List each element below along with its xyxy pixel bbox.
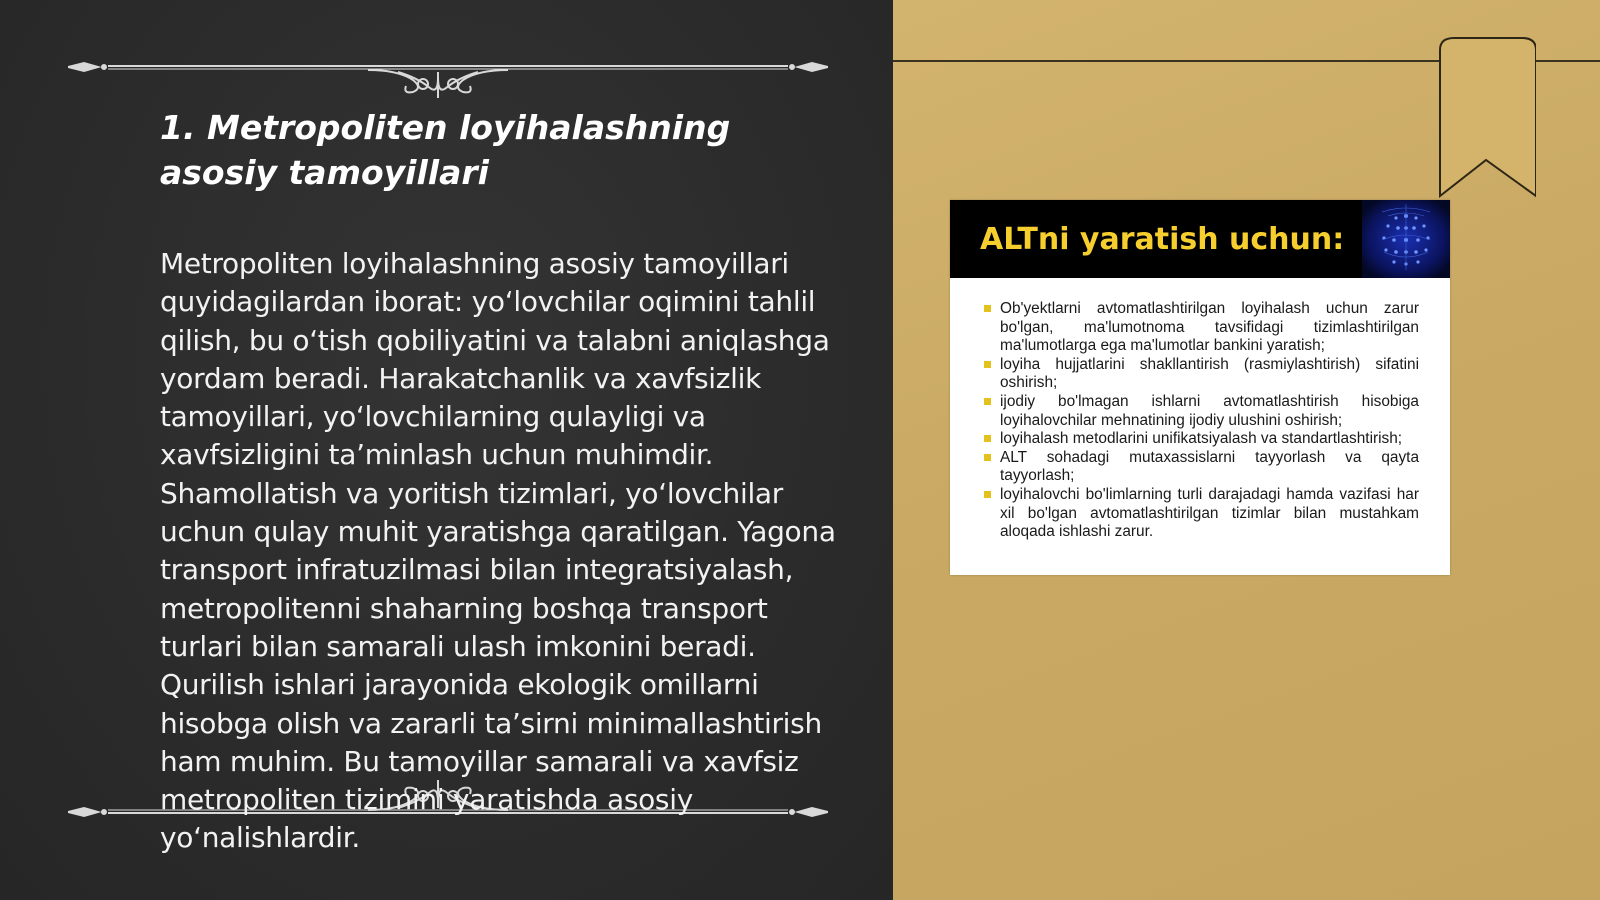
card-title: ALTni yaratish uchun: bbox=[980, 222, 1345, 257]
square-bullet-icon bbox=[984, 491, 991, 498]
globe-network-icon bbox=[1362, 200, 1450, 278]
list-item-text: Ob'yektlarni avtomatlashtirilgan loyihalash uchun zarur bo'lgan, ma'lumotnoma tavsifidagi tizimlashtirilgan ma'lumotlarga ega ma'lumotlar bankini yaratish; bbox=[1000, 300, 1419, 355]
alt-info-card bbox=[950, 200, 1450, 575]
scroll-divider-icon bbox=[68, 48, 828, 98]
slide-title: 1. Metropoliten loyihalashning asosiy tamoyillari bbox=[160, 108, 731, 192]
square-bullet-icon bbox=[984, 435, 991, 442]
list-item bbox=[1000, 300, 1419, 356]
card-header bbox=[950, 200, 1450, 278]
square-bullet-icon bbox=[984, 361, 991, 368]
list-item-text: loyihalash metodlarini unifikatsiyalash va standartlashtirish; bbox=[1000, 430, 1403, 448]
list-item bbox=[1000, 449, 1419, 486]
list-item bbox=[1000, 356, 1419, 393]
list-item bbox=[1000, 430, 1419, 449]
square-bullet-icon bbox=[984, 398, 991, 405]
list-item bbox=[1000, 393, 1419, 430]
list-item-text: ijodiy bo'lmagan ishlarni avtomatlashtirish hisobiga loyihalovchilar mehnatining ijodiy ulushini oshirish; bbox=[1000, 392, 1419, 429]
list-item-text: loyiha hujjatlarini shakllantirish (rasmiylashtirish) sifatini oshirish; bbox=[1000, 355, 1419, 392]
slide-body-text: Metropoliten loyihalashning asosiy tamoyillari quyidagilardan iborat: yo‘lovchilar oqimini tahlil qilish, bu o‘tish qobiliyatini va talabni aniqlashga yordam beradi. Harakatchanlik va xavfsizlik tamoyillari, yo‘lovchilarning qulayligi va xavfsizligini ta’minlash uchun muhimdir. Shamollatish va yoritish tizimlari, yo‘lovchilar uchun qulay muhit yaratishga qaratilgan. Yagona transport infratuzilmasi bilan integratsiyalash, metropolitenni shaharning boshqa transport turlari bilan samarali ulash imkonini beradi. Qurilish ishlari jarayonida ekologik omillarni hisobga olish va zararli ta’sirni minimallashtirish ham muhim. Bu tamoyillar samarali va xavfsiz metropoliten tizimini yaratishda asosiy yo‘nalishlardir. bbox=[160, 247, 836, 855]
list-item-text: ALT sohadagi mutaxassislarni tayyorlash va qayta tayyorlash; bbox=[1000, 448, 1419, 485]
list-item bbox=[1000, 486, 1419, 542]
square-bullet-icon bbox=[984, 454, 991, 461]
card-bullet-list bbox=[1000, 300, 1419, 542]
square-bullet-icon bbox=[984, 305, 991, 312]
list-item-text: loyihalovchi bo'limlarning turli darajadagi hamda vazifasi har xil bo'lgan avtomatlashtirilgan tizimlar bilan mustahkam aloqada ishlashi zarur. bbox=[1000, 485, 1419, 541]
bookmark-ribbon-icon bbox=[1436, 36, 1536, 198]
